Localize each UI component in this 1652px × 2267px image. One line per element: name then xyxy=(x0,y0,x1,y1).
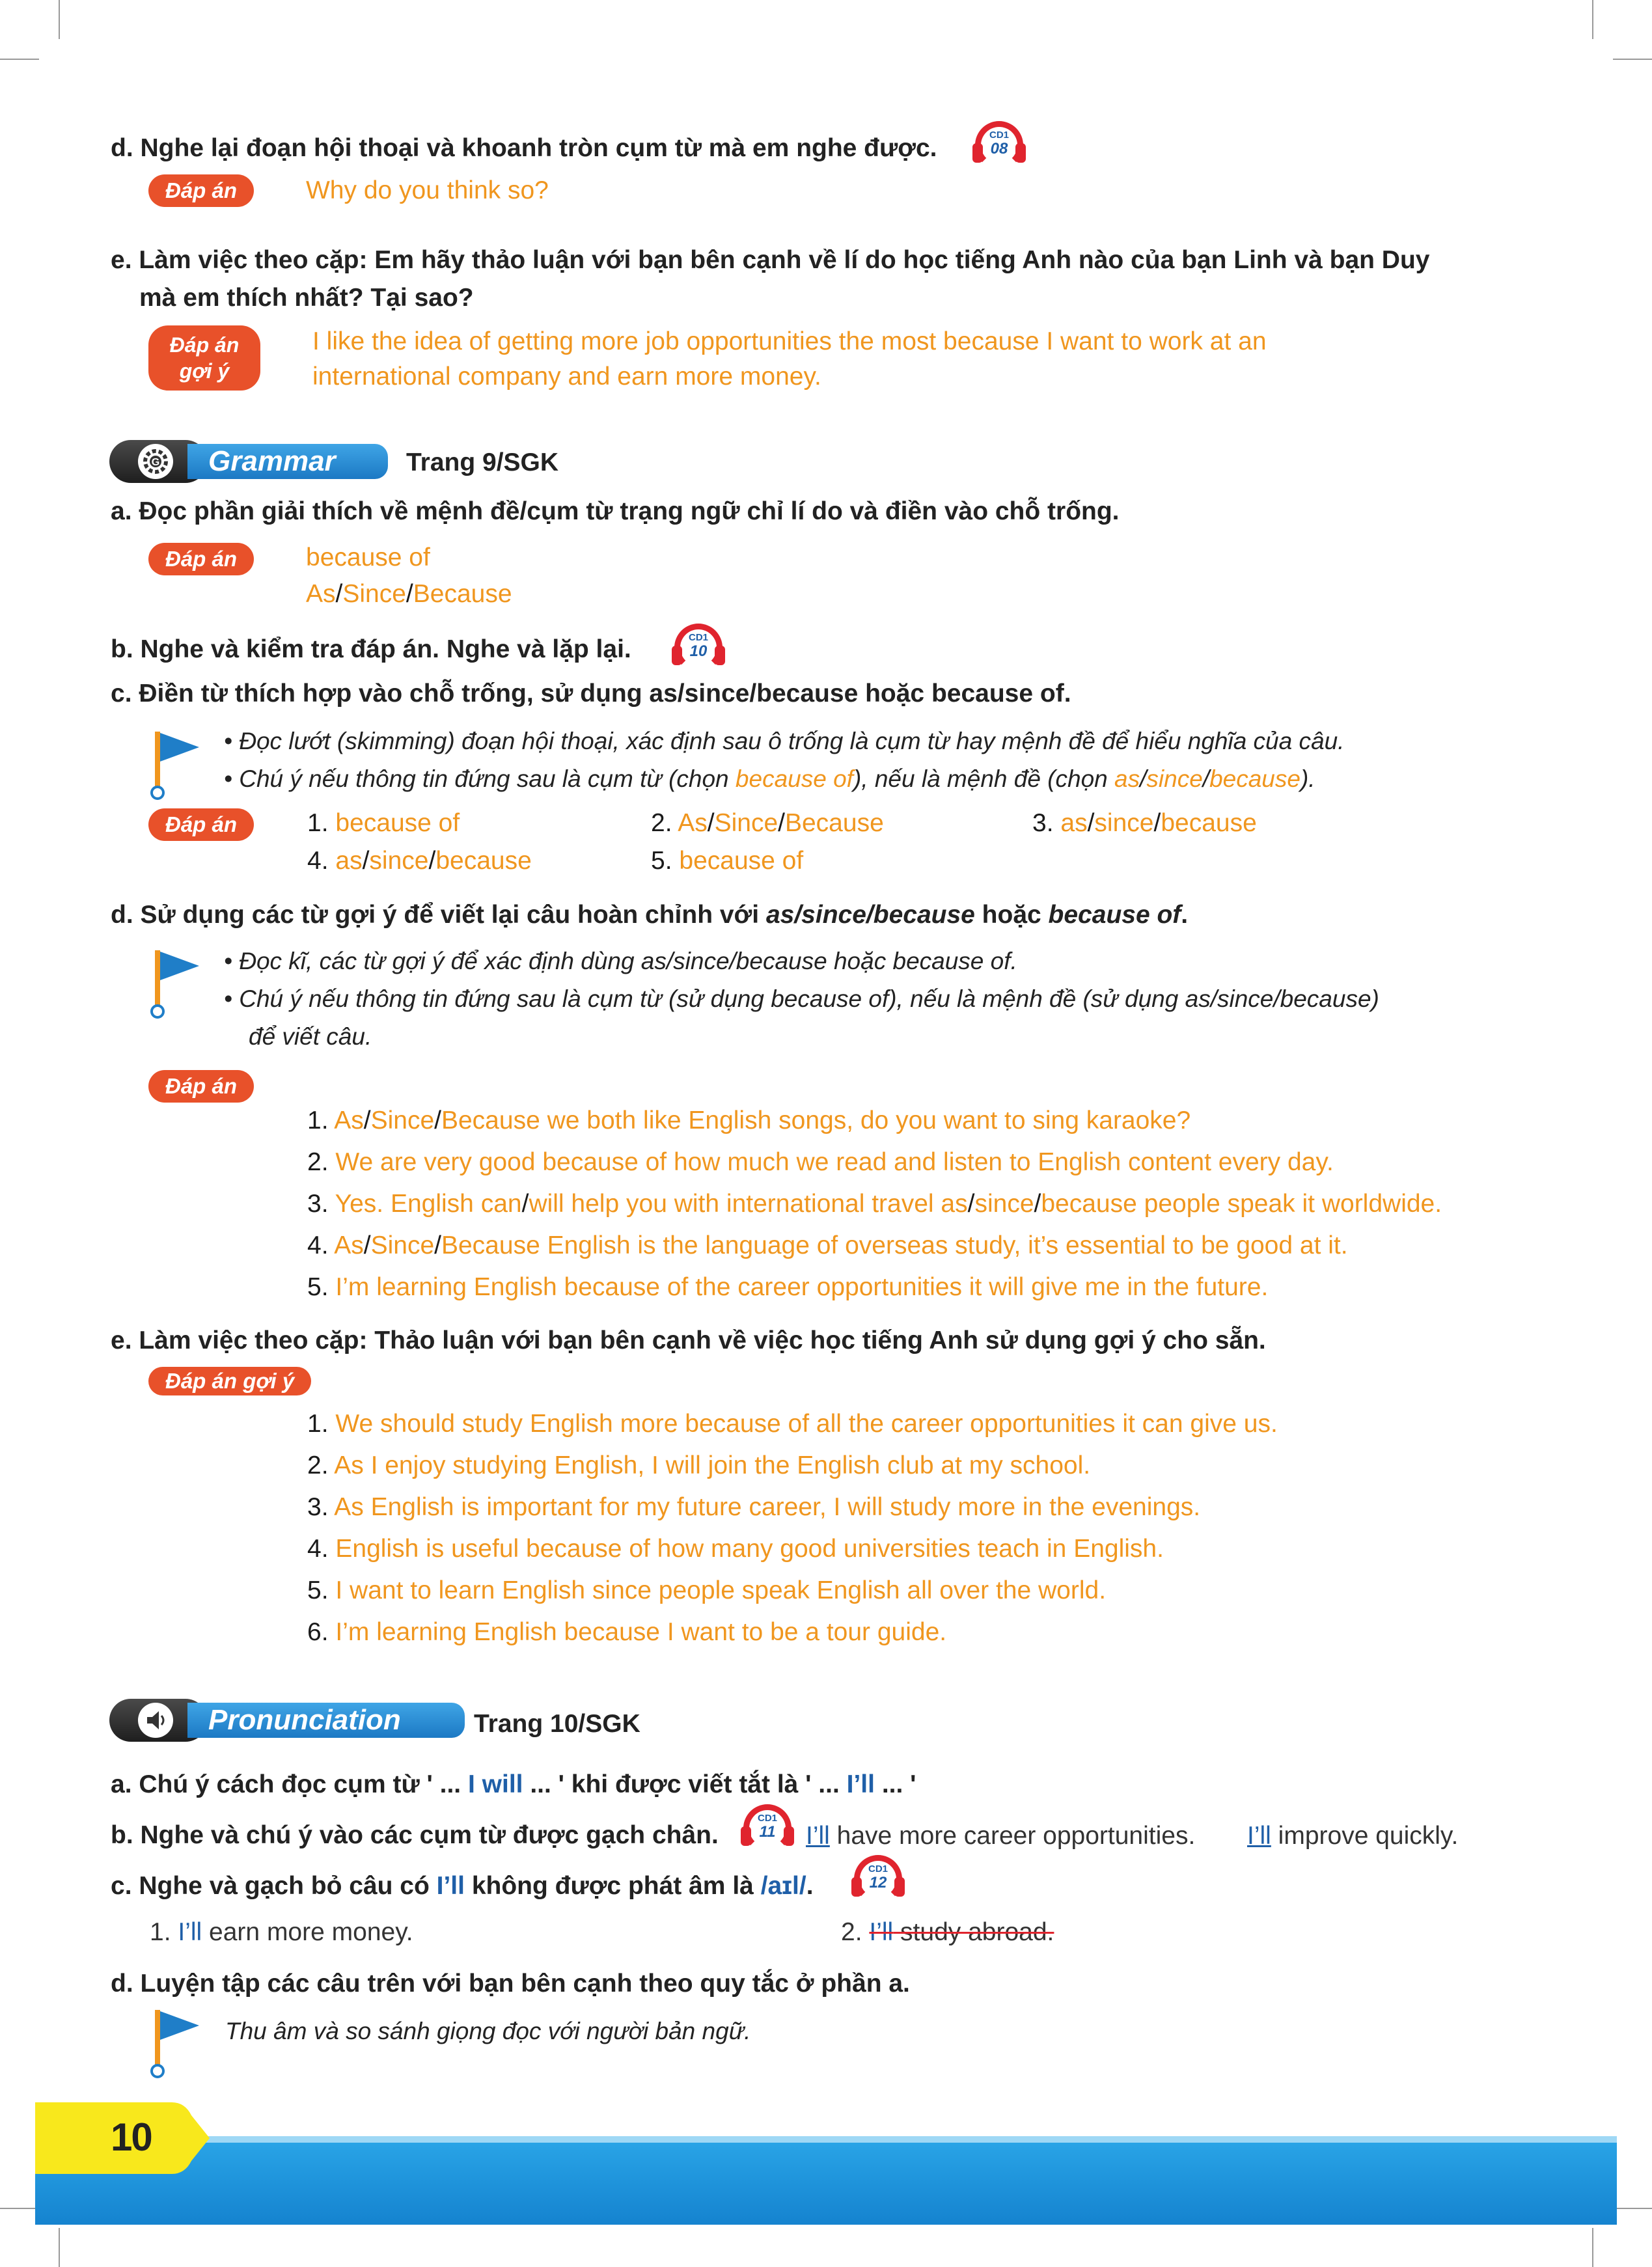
pronunciation-page-ref: Trang 10/SGK xyxy=(474,1710,640,1738)
crop-mark xyxy=(0,2208,39,2209)
answer-item: 4. as/since/because xyxy=(307,847,532,875)
flag-tip-icon xyxy=(148,2007,200,2079)
pron-sentence: I’ll improve quickly. xyxy=(1247,1822,1459,1850)
answer-item: 2. As/Since/Because xyxy=(651,809,884,837)
suggested-answer-badge xyxy=(148,325,260,391)
badge-line1: Đáp án xyxy=(169,333,240,357)
answer-badge: Đáp án xyxy=(148,1070,254,1103)
cd-track: 12 xyxy=(869,1874,887,1891)
answer-text: I like the idea of getting more job opportunities the most because I want to work at an xyxy=(312,327,1267,355)
answer-text: because of xyxy=(306,543,430,571)
answer-text: As/Since/Because xyxy=(306,580,512,608)
crop-mark xyxy=(59,0,60,39)
answer-list xyxy=(307,1403,1278,1653)
pronunciation-title: Pronunciation xyxy=(187,1703,465,1738)
list-item: 5. I’m learning English because of the career opportunities it will give me in the future. xyxy=(307,1273,1269,1301)
footer-bar-highlight xyxy=(35,2136,1617,2143)
flag-tip-icon xyxy=(148,948,200,1019)
footer-bar xyxy=(35,2136,1617,2225)
cd-label: CD1 xyxy=(868,1863,888,1875)
pron-question-a: a. Chú ý cách đọc cụm từ ' ... I will ... ' khi được viết tắt là ' ... I’ll ... ' xyxy=(111,1770,916,1798)
answer-text: Why do you think so? xyxy=(306,176,549,204)
crop-mark xyxy=(59,2228,60,2267)
answer-item: 5. because of xyxy=(651,847,804,875)
answer-item: 1. because of xyxy=(307,809,460,837)
question-e-line1: e. Làm việc theo cặp: Em hãy thảo luận với bạn bên cạnh về lí do học tiếng Anh nào của bạn Linh và bạn Duy xyxy=(111,246,1430,274)
pron-sentence: I’ll have more career opportunities. xyxy=(806,1822,1196,1850)
cd-headphone-icon[interactable] xyxy=(670,624,726,669)
gear-icon xyxy=(138,444,173,479)
flag-tip-icon xyxy=(148,729,200,801)
grammar-title: Grammar xyxy=(187,444,388,479)
list-item: 3. As English is important for my future career, I will study more in the evenings. xyxy=(307,1493,1201,1521)
suggested-answer-badge: Đáp án gợi ý xyxy=(148,1367,311,1395)
cd-label: CD1 xyxy=(757,1813,777,1824)
list-item: 2. As I enjoy studying English, I will join the English club at my school. xyxy=(307,1451,1091,1479)
pron-question-b: b. Nghe và chú ý vào các cụm từ được gạch chân. xyxy=(111,1821,719,1849)
answer-badge: Đáp án xyxy=(148,174,254,207)
list-item: 4. As/Since/Because English is the language of overseas study, it’s essential to be good at it. xyxy=(307,1231,1348,1259)
page-number: 10 xyxy=(111,2115,152,2159)
list-item: 5. I want to learn English since people speak English all over the world. xyxy=(307,1576,1107,1604)
tip-text: • Chú ý nếu thông tin đứng sau là cụm từ (sử dụng because of), nếu là mệnh đề (sử dụng as/since/because) xyxy=(224,985,1379,1012)
badge-line2: gợi ý xyxy=(179,359,230,383)
grammar-question-a: a. Đọc phần giải thích về mệnh đề/cụm từ trạng ngữ chỉ lí do và điền vào chỗ trống. xyxy=(111,497,1120,525)
list-item: 4. English is useful because of how many good universities teach in English. xyxy=(307,1535,1164,1563)
cd-track: 10 xyxy=(689,642,708,660)
answer-list xyxy=(307,1100,1442,1308)
answer-text: international company and earn more money. xyxy=(312,363,821,391)
tip-text: • Chú ý nếu thông tin đứng sau là cụm từ (chọn because of), nếu là mệnh đề (chọn as/since/because). xyxy=(224,765,1315,792)
grammar-question-d: d. Sử dụng các từ gợi ý để viết lại câu hoàn chỉnh với as/since/because hoặc because of. xyxy=(111,901,1189,929)
tip-text: • Đọc kĩ, các từ gợi ý để xác định dùng as/since/because hoặc because of. xyxy=(224,948,1017,974)
list-item: 2. We are very good because of how much we read and listen to English content every day. xyxy=(307,1148,1334,1176)
list-item: 3. Yes. English can/will help you with international travel as/since/because people speak it worldwide. xyxy=(307,1190,1442,1218)
cd-headphone-icon[interactable] xyxy=(971,121,1027,167)
tip-text: • Đọc lướt (skimming) đoạn hội thoại, xác định sau ô trống là cụm từ hay mệnh đề để hiểu nghĩa của câu. xyxy=(224,728,1345,754)
crop-mark xyxy=(1613,59,1652,60)
pron-question-d: d. Luyện tập các câu trên với bạn bên cạnh theo quy tắc ở phần a. xyxy=(111,1970,910,1998)
question-e-line2: mà em thích nhất? Tại sao? xyxy=(139,284,474,312)
pron-option-2: 2. I’ll study abroad. xyxy=(841,1918,1054,1946)
answer-badge: Đáp án xyxy=(148,543,254,575)
tip-text: Thu âm và so sánh giọng đọc với người bản ngữ. xyxy=(225,2018,751,2044)
grammar-question-c: c. Điền từ thích hợp vào chỗ trống, sử dụng as/since/because hoặc because of. xyxy=(111,680,1071,708)
cd-track: 11 xyxy=(759,1823,776,1841)
crop-mark xyxy=(1592,2228,1593,2267)
grammar-section-header xyxy=(109,440,396,486)
answer-badge: Đáp án xyxy=(148,808,254,841)
grammar-page-ref: Trang 9/SGK xyxy=(406,448,559,476)
cd-track: 08 xyxy=(990,140,1008,158)
question-d: d. Nghe lại đoạn hội thoại và khoanh tròn cụm từ mà em nghe được. xyxy=(111,134,937,162)
speaker-icon xyxy=(138,1703,173,1738)
crop-mark xyxy=(0,59,39,60)
list-item: 6. I’m learning English because I want to be a tour guide. xyxy=(307,1618,947,1646)
svg-text:G: G xyxy=(151,457,160,468)
crop-mark xyxy=(1613,2208,1652,2209)
cd-headphone-icon[interactable] xyxy=(739,1804,795,1850)
pron-question-c: c. Nghe và gạch bỏ câu có I’ll không được phát âm là /aɪl/. xyxy=(111,1872,814,1900)
crop-mark xyxy=(1592,0,1593,39)
pron-option-1: 1. I’ll earn more money. xyxy=(150,1918,413,1946)
answer-item: 3. as/since/because xyxy=(1032,809,1257,837)
cd-label: CD1 xyxy=(989,130,1009,141)
tip-text: để viết câu. xyxy=(249,1023,372,1050)
list-item: 1. As/Since/Because we both like English songs, do you want to sing karaoke? xyxy=(307,1106,1191,1134)
list-item: 1. We should study English more because of all the career opportunities it can give us. xyxy=(307,1410,1278,1438)
cd-label: CD1 xyxy=(688,632,708,643)
grammar-question-b: b. Nghe và kiểm tra đáp án. Nghe và lặp lại. xyxy=(111,635,631,663)
grammar-question-e: e. Làm việc theo cặp: Thảo luận với bạn bên cạnh về việc học tiếng Anh sử dụng gợi ý cho sẵn. xyxy=(111,1326,1266,1354)
cd-headphone-icon[interactable] xyxy=(850,1855,906,1901)
pronunciation-section-header xyxy=(109,1699,467,1744)
